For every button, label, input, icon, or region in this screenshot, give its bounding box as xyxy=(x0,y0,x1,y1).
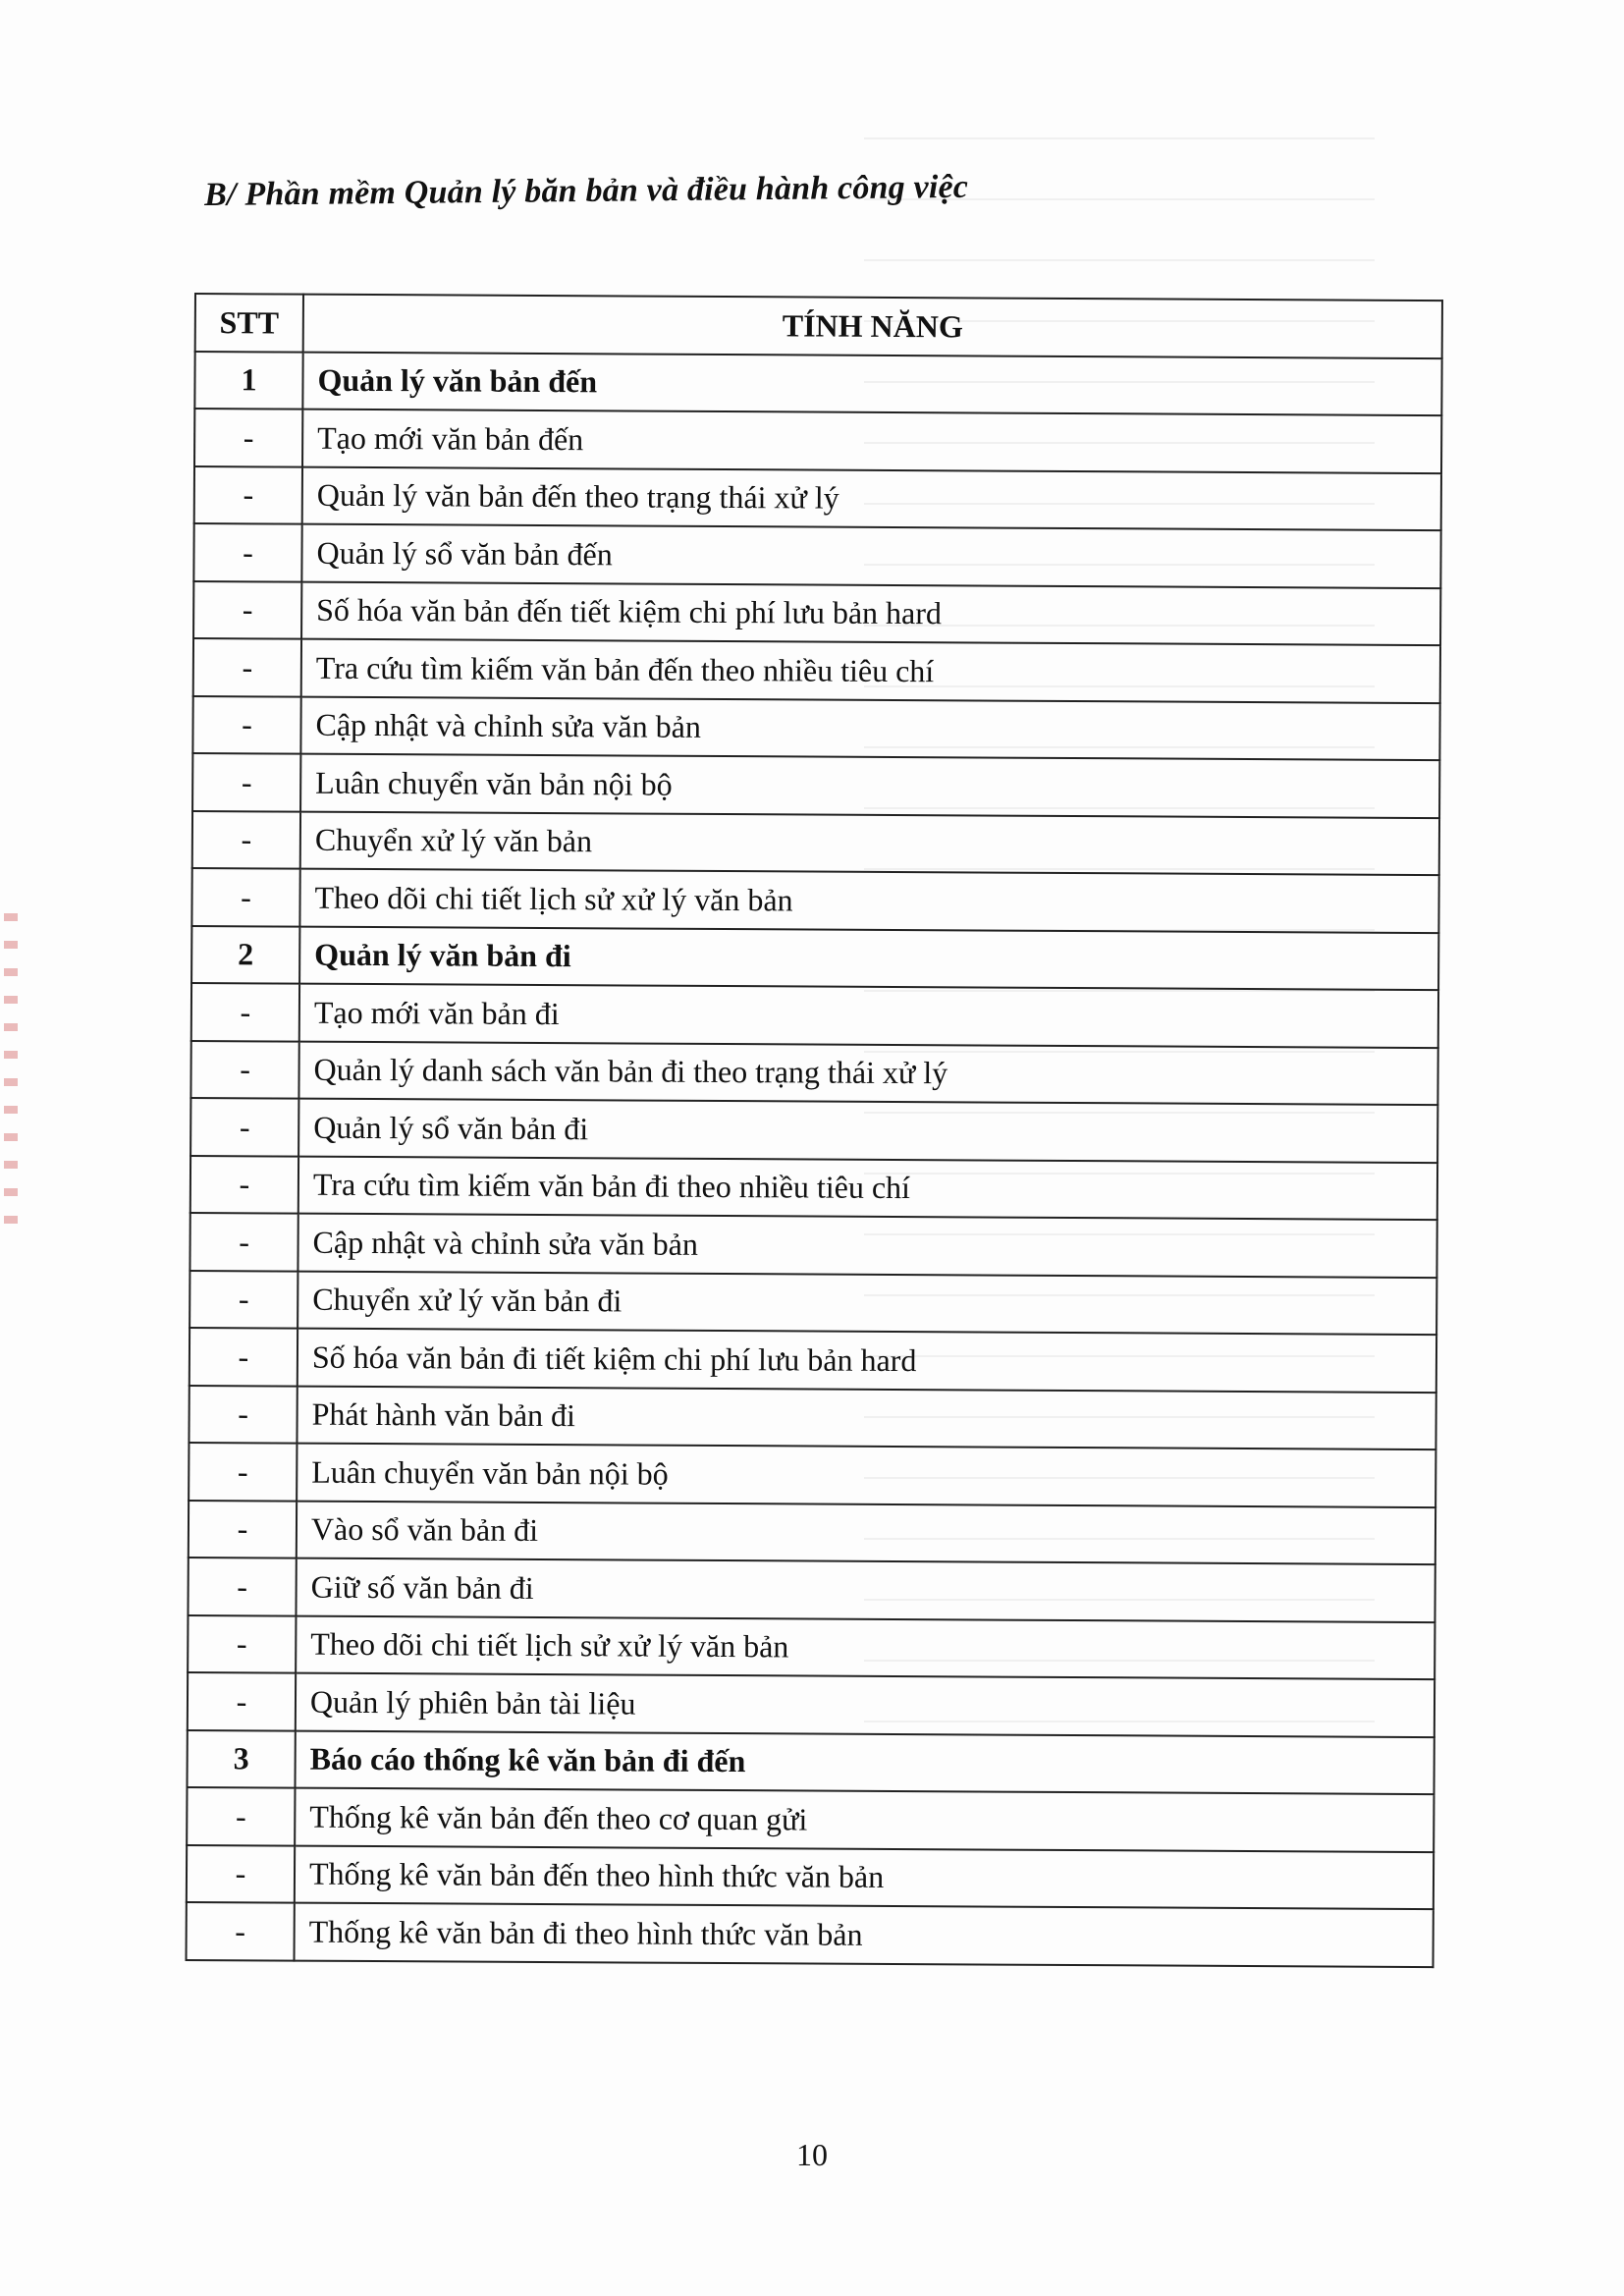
row-feature: Quản lý danh sách văn bản đi theo trạng thái xử lý xyxy=(298,1041,1437,1105)
table-row xyxy=(189,1270,1436,1335)
page-number: 10 xyxy=(796,2137,828,2172)
row-feature: Chuyển xử lý văn bản xyxy=(300,811,1439,875)
row-feature: Quản lý sổ văn bản đi xyxy=(298,1099,1437,1163)
row-stt: - xyxy=(187,1902,295,1960)
row-feature: Theo dõi chi tiết lịch sử xử lý văn bản xyxy=(299,869,1438,933)
table-row xyxy=(192,753,1439,818)
feature-table xyxy=(186,293,1443,1968)
row-stt: - xyxy=(192,810,300,868)
row-stt: - xyxy=(187,1844,295,1902)
table-header-row xyxy=(195,294,1442,358)
row-stt: - xyxy=(194,409,302,466)
table-row xyxy=(187,1844,1434,1909)
row-stt: 1 xyxy=(194,352,302,410)
row-feature: Tạo mới văn bản đi xyxy=(299,984,1438,1048)
table-row xyxy=(189,1500,1435,1564)
margin-stamp-mark xyxy=(4,913,18,1228)
table-row xyxy=(190,1155,1437,1220)
table-row xyxy=(190,1098,1437,1163)
row-stt: - xyxy=(189,1500,297,1558)
row-stt: - xyxy=(189,1328,298,1386)
row-stt: 3 xyxy=(187,1729,295,1787)
table-row xyxy=(188,1672,1435,1737)
table-row xyxy=(190,1040,1437,1105)
row-feature: Quản lý phiên bản tài liệu xyxy=(296,1673,1435,1737)
table-group-row xyxy=(187,1729,1434,1794)
row-stt: - xyxy=(189,1270,298,1328)
table-row xyxy=(193,638,1440,703)
row-feature: Thống kê văn bản đến theo cơ quan gửi xyxy=(295,1788,1434,1852)
row-feature: Số hóa văn bản đến tiết kiệm chi phí lưu bản hard xyxy=(301,581,1440,645)
table-row xyxy=(189,1385,1435,1449)
row-stt: - xyxy=(189,1385,297,1443)
row-feature: Vào sổ văn bản đi xyxy=(297,1501,1435,1564)
table-group-row xyxy=(194,352,1441,416)
header-stt: STT xyxy=(195,294,303,352)
table-body xyxy=(187,352,1442,1967)
row-stt: - xyxy=(190,1098,298,1156)
row-stt: - xyxy=(190,1155,298,1213)
row-stt: - xyxy=(190,1040,298,1098)
section-title: B/ Phần mềm Quản lý băn bản và điều hành công việc xyxy=(204,168,969,213)
row-feature: Cập nhật và chỉnh sửa văn bản xyxy=(298,1214,1436,1278)
table-row xyxy=(188,1614,1435,1679)
table-row xyxy=(191,868,1438,933)
table-row xyxy=(189,1328,1436,1393)
row-stt: - xyxy=(194,466,302,524)
table-row xyxy=(187,1787,1434,1852)
row-feature: Quản lý sổ văn bản đến xyxy=(301,524,1440,588)
row-feature: Tra cứu tìm kiếm văn bản đi theo nhiều tiêu chí xyxy=(298,1156,1437,1220)
header-feature: TÍNH NĂNG xyxy=(303,295,1442,358)
table-row xyxy=(189,1213,1436,1278)
row-feature: Thống kê văn bản đi theo hình thức văn bản xyxy=(295,1903,1434,1967)
row-stt: - xyxy=(188,1672,296,1730)
table-row xyxy=(191,983,1438,1048)
row-stt: - xyxy=(192,695,300,753)
row-stt: - xyxy=(191,868,299,926)
row-stt: - xyxy=(189,1443,297,1501)
row-stt: - xyxy=(193,581,301,639)
row-feature: Theo dõi chi tiết lịch sử xử lý văn bản xyxy=(296,1615,1435,1679)
table-row xyxy=(192,695,1439,760)
table-row xyxy=(194,466,1441,531)
row-feature: Phát hành văn bản đi xyxy=(297,1386,1435,1449)
table-row xyxy=(194,409,1441,473)
row-stt: - xyxy=(189,1213,298,1271)
row-stt: - xyxy=(193,638,301,696)
row-stt: - xyxy=(187,1787,295,1845)
row-feature: Giữ số văn bản đi xyxy=(296,1558,1435,1622)
row-stt: - xyxy=(191,983,299,1041)
row-feature: Cập nhật và chỉnh sửa văn bản xyxy=(300,696,1439,760)
row-feature: Quản lý văn bản đến xyxy=(302,352,1441,415)
table-row xyxy=(192,810,1439,875)
table-row xyxy=(189,1443,1435,1507)
row-feature: Quản lý văn bản đi xyxy=(299,926,1438,990)
table-group-row xyxy=(191,925,1438,990)
row-feature: Luân chuyển văn bản nội bộ xyxy=(300,754,1439,818)
row-stt: 2 xyxy=(191,925,299,983)
row-feature: Thống kê văn bản đến theo hình thức văn bản xyxy=(295,1845,1434,1909)
row-stt: - xyxy=(192,753,300,811)
table-row xyxy=(188,1558,1435,1622)
row-feature: Quản lý văn bản đến theo trạng thái xử lý xyxy=(302,466,1441,530)
table-row xyxy=(187,1902,1434,1967)
row-feature: Luân chuyển văn bản nội bộ xyxy=(297,1444,1435,1507)
row-feature: Báo cáo thống kê văn bản đi đến xyxy=(295,1730,1434,1794)
row-feature: Chuyển xử lý văn bản đi xyxy=(298,1271,1436,1335)
row-stt: - xyxy=(188,1614,296,1672)
row-stt: - xyxy=(193,523,301,581)
row-stt: - xyxy=(188,1558,296,1615)
row-feature: Tạo mới văn bản đến xyxy=(302,410,1441,473)
table-row xyxy=(193,523,1440,588)
table-row xyxy=(193,581,1440,646)
row-feature: Tra cứu tìm kiếm văn bản đến theo nhiều tiêu chí xyxy=(301,639,1440,703)
row-feature: Số hóa văn bản đi tiết kiệm chi phí lưu bản hard xyxy=(298,1329,1436,1393)
